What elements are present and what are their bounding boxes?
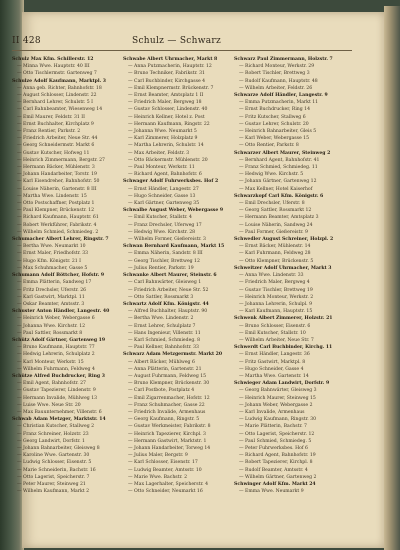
directory-entry: — Karl Gastwirt, Marktpl. 11	[17, 294, 85, 300]
directory-entry: — Bertha Wwe. Lindenstr. 2	[128, 316, 194, 322]
directory-entry: — Otto Lagerist, Speicherstr. 12	[239, 431, 315, 437]
directory-entry: — Heinrich Kellner, Hotel z. Post	[128, 114, 205, 120]
directory-entry: — Hans Ingenieur, Villenstr. 11	[128, 330, 201, 336]
directory-entry: — Richard Agent, Bahnhofstr. 6	[128, 172, 202, 178]
directory-entry: — Wilhelm Gärtner, Gartenweg 2	[239, 474, 317, 480]
directory-entry: — Max Kellner, Hotel Kaiserhof	[239, 186, 313, 192]
directory-entry: — August Schlosser, Lindenstr. 22	[17, 93, 97, 99]
directory-entry: Schwabe Albert Uhrmacher, Markt 8	[123, 57, 218, 62]
directory-entry: — Max Schuhmacher, Gasse 5	[17, 265, 88, 271]
directory-entry: — Hedwig Wwe. Kirchstr. 28	[128, 229, 196, 235]
directory-entry: — Georg Tischler, Brettweg 12	[128, 258, 200, 264]
directory-entry: — Otto Tischlermstr. Gartenweg 7	[17, 71, 97, 77]
directory-column-3	[234, 56, 338, 526]
directory-entry: — Paul Sattler, Rossmarkt 8	[17, 330, 83, 336]
directory-entry: — Karl Kaufmann, Hauptstr. 15	[239, 309, 313, 315]
directory-entry: — Robert Tapezierer, Kirchpl. 8	[239, 460, 313, 466]
directory-entry: — Gustav Schlosser, Lindenstr. 40	[128, 107, 208, 113]
directory-entry: — Rudolf Beamter, Amtsstr. 4	[239, 467, 308, 473]
directory-entry: — Karl Eisendreher, Bahnhofstr. 50	[17, 179, 100, 185]
directory-entry: — Ernst Maler, Friedhofstr. 33	[17, 251, 89, 257]
page-header	[12, 36, 352, 48]
directory-column-2	[123, 56, 227, 526]
directory-entry: — Heinrich Monteur, Werkstr. 2	[239, 294, 314, 300]
directory-entry: — Richard Monteur, Werkstr. 29	[239, 64, 315, 70]
directory-entry: Schumann Adolf Böttcher, Hofstr. 9	[12, 273, 105, 279]
directory-entry: — Bernhard Agent, Bahnhofstr. 41	[239, 157, 320, 163]
directory-entry: — Carl Bahnbeamter, Wiesenweg 14	[17, 107, 103, 113]
page-number: II 428	[12, 36, 41, 46]
directory-entry: — Franz Schmied, Schmiedeg. 11	[239, 165, 318, 171]
directory-entry: — Karl Zimmerer, Holzplatz 9	[128, 136, 198, 142]
directory-entry: — Ernst Händler, Langestr. 36	[239, 352, 310, 358]
directory-entry: — Hedwig Lehrerin, Schulplatz 2	[17, 352, 95, 358]
directory-entry: — Otto Schneider, Neumarkt 16	[128, 489, 203, 495]
directory-entry: — Georg Landwirt, Dorfstr. 1	[17, 438, 85, 444]
directory-entry: — Richard Agent, Bahnhofstr. 19	[239, 453, 316, 459]
directory-entry: — Ludwig Kaufmann, Ringstr. 30	[239, 417, 317, 423]
directory-entry: — Alfred Buchhalter, Hauptstr. 90	[128, 309, 208, 315]
directory-entry: — Johann Handarbeiter, Torstr. 19	[17, 172, 97, 178]
directory-entry: — Emil Drechsler, Uferstr. 8	[239, 201, 305, 207]
directory-entry: — Hugo Kfm. Königstr. 21 I	[17, 258, 81, 264]
directory-entry: Schwarzkopf Carl Kfm. Königstr. 6	[234, 193, 324, 199]
directory-entry: — Martha Wwe. Gartenstr. 14	[239, 373, 309, 379]
directory-entry: — Karl Schmied, Schmiedeg. 8	[128, 337, 201, 343]
directory-entry: Schwenk Albert Zimmerer, Holzstr. 21	[234, 316, 333, 322]
directory-entry: — Johanna Wwe. Kirchstr. 12	[17, 323, 86, 329]
directory-entry: — Anna geb. Richter, Bahnhofstr. 18	[17, 85, 102, 91]
directory-entry: — Ernst Händler, Langestr. 27	[128, 186, 199, 192]
directory-entry: Schwanke Albert Maurer, Steinstr. 6	[123, 273, 217, 279]
directory-entry: — Emil Agent, Bahnhofstr. 27	[17, 381, 86, 387]
directory-entry: — Georg Bahnwärter, Gleisweg 3	[239, 388, 317, 394]
directory-entry: — Fritz Drechsler, Uferstr. 26	[17, 287, 87, 293]
directory-entry: — Paul Former, Gießereistr. 9	[239, 229, 308, 235]
directory-entry: — Hermann Beamter, Amtsplatz 3	[239, 215, 319, 221]
directory-entry: — Ludwig Schlosser, Eisenstr. 5	[17, 460, 92, 466]
directory-entry: — Emma Näherin, Sandstr. 8 III	[128, 251, 203, 257]
directory-entry: — Karl Gärtner, Gartenweg 35	[128, 201, 200, 207]
directory-entry: — Emma Putzmacherin, Markt 11	[239, 100, 319, 106]
directory-entry: — Karoline Wwe. Gartenstr. 30	[17, 453, 90, 459]
directory-entry: — Heinrich Zimmermann, Bergstr. 27	[17, 157, 105, 163]
directory-entry: Schwarz Paul Zimmermann, Holzstr. 7	[234, 57, 333, 62]
directory-entry: — Bruno Kaufmann, Hauptstr. 77	[17, 345, 95, 351]
directory-entry: — Karl Weber, Webergasse 15	[239, 136, 310, 142]
directory-entry: — Bertha Wwe. Neumarkt 10	[17, 244, 86, 250]
directory-entry: — Emil Klempnermstr. Brückenstr. 7	[128, 85, 214, 91]
directory-entry: — Ernst Beamter, Amtsplatz 1 II	[128, 93, 204, 99]
directory-entry: — Louise Näherin, Gartenstr. 8 III	[17, 186, 97, 192]
directory-entry: — Emma Plätterin, Sandweg 17	[17, 280, 92, 286]
directory-entry: — Hermann Invalide, Mühlweg 13	[17, 395, 98, 401]
directory-entry: Schütz Adolf Gärtner, Gartenweg 19	[12, 337, 106, 343]
directory-entry: — Minna Wwe. Hauptstr. 40 III	[17, 64, 90, 70]
directory-entry: Schwarze Adolf Händler, Langestr. 9	[234, 93, 328, 99]
directory-entry: — Carl Bahnwärter, Gleisweg 1	[128, 280, 202, 286]
directory-entry: — Karl Monteur, Werkstr. 15	[17, 359, 84, 365]
directory-entry: Schuster Anton Händler, Langestr. 40	[12, 309, 110, 315]
directory-entry: — Emil Zigarrenmacher, Hofstr. 12	[128, 395, 210, 401]
directory-entry: — Friedrich Invalide, Armenhaus	[128, 409, 206, 415]
directory-entry: — Georg Schneidermstr. Markt 6	[17, 143, 95, 149]
directory-entry: — Martha Wwe. Lindenstr. 15	[17, 193, 87, 199]
directory-entry: — Hugo Schneider, Gasse 4	[239, 366, 304, 372]
directory-entry: — Wilhelm Arbeiter, Feldstr. 26	[239, 85, 313, 91]
directory-entry: — Ernst Lehrer, Schulplatz 7	[128, 323, 196, 329]
directory-entry: — Bruno Schlosser, Eisenstr. 6	[239, 323, 311, 329]
directory-entry: — Georg Kaufmann, Ringstr. 5	[128, 417, 200, 423]
directory-entry: — Otto Lagerist, Speicherstr. 7	[17, 474, 90, 480]
directory-entry: — Hermann Bäcker, Mühlenstr. 3	[17, 165, 95, 171]
directory-column-1	[12, 56, 116, 526]
directory-entry: — Albert Bäcker, Mühlweg 6	[128, 359, 195, 365]
directory-entry: — Heinrich Tapezierer, Kirchpl. 3	[128, 431, 206, 437]
directory-entry: — Richard Kaufmann, Hauptstr. 61	[17, 215, 99, 221]
directory-entry: — Robert Werkführer, Fabrikstr. 4	[17, 222, 97, 228]
directory-entry: Schwieger Adam Landwirt, Dorfstr. 9	[234, 381, 330, 387]
page-edge	[384, 6, 400, 550]
directory-entry: — Friedrich Maler, Bergweg 4	[239, 280, 310, 286]
directory-entry: — Anna Wwe. Lindenstr. 33	[239, 273, 304, 279]
directory-entry: — Karl Schlosser, Eisenstr. 17	[128, 460, 198, 466]
directory-entry: — Max Arbeiter, Feldstr. 3	[128, 150, 190, 156]
directory-entry: — Paul Monteur, Werkstr. 11	[128, 165, 195, 171]
directory-entry: — Wilhelm Schmied, Schmiedeg. 2	[17, 229, 99, 235]
directory-entry: — Max Lagerhalter, Speicherstr. 4	[128, 481, 208, 487]
directory-entry: — Marie Wwe. Bachstr. 2	[128, 474, 188, 480]
directory-entry: — Franz Drechsler, Uferweg 17	[128, 222, 202, 228]
directory-entry: — Wilhelm Arbeiter, Neue Str. 7	[239, 337, 314, 343]
directory-entry: — Gustav Werkmeister, Fabrikstr. 8	[128, 424, 211, 430]
directory-entry: — Ernst Buchhalter, Kirchplatz 9	[17, 121, 94, 127]
directory-entry: — Heinrich Maurer, Steinweg 15	[239, 395, 316, 401]
directory-entry: — Peter Maurer, Steinweg 21	[17, 481, 86, 487]
directory-entry: — Gustav Tapezierer, Lindenstr. 9	[17, 388, 96, 394]
directory-entry: — Wilhelm Former, Gießereistr. 3	[128, 237, 206, 243]
directory-entry: — Otto Bäckermstr. Mühlenstr. 20	[128, 157, 208, 163]
directory-entry: — Fritz Gastwirt, Marktpl. 8	[239, 359, 306, 365]
directory-entry: — Marie Plätterin, Bachstr. 7	[239, 424, 307, 430]
directory-entry: — Otto Rentier, Parkstr. 8	[239, 143, 299, 149]
directory-entry: — Gustav Tischler, Brettweg 19	[239, 287, 313, 293]
directory-entry: — Friedrich Arbeiter, Neue Str. 52	[128, 287, 209, 293]
directory-entry: — Robert Tischler, Brettweg 3	[239, 71, 310, 77]
directory-entry: — Hermann Gastwirt, Marktstr. 1	[128, 438, 207, 444]
directory-entry: — Otto Klempner, Brückenstr. 5	[239, 258, 314, 264]
directory-entry: — Ludwig Beamter, Amtsstr. 10	[128, 467, 202, 473]
directory-entry: — Carl Postbote, Postplatz 4	[128, 388, 195, 394]
directory-entry: — Johann Weber, Webergasse 2	[239, 402, 313, 408]
directory-entry: — Wilhelm Kaufmann, Markt 2	[17, 489, 90, 495]
directory-entry: — Paul Klempner, Brückenstr. 12	[17, 208, 94, 214]
directory-entry: — Johanna Lehrerin, Schulpl. 9	[239, 301, 313, 307]
directory-entry: Schwager Adolf Fuhrwerksbes. Hof 2	[123, 179, 219, 185]
directory-entry: — Hedwig Wwe. Kirchstr. 5	[239, 172, 304, 178]
directory-entry: — Karl Fuhrmann, Feldweg 28	[239, 251, 311, 257]
directory-entry: — Johann Handarbeiter, Torweg 14	[128, 445, 211, 451]
directory-entry: — Otto Postschaffner, Postplatz 1	[17, 201, 95, 207]
directory-entry: — Otto Sattler, Rossmarkt 3	[128, 294, 194, 300]
directory-entry: Schwinger Adolf Kfm. Markt 24	[234, 481, 316, 487]
directory-entry: — Carl Buchbinder, Kirchgasse 4	[128, 78, 206, 84]
directory-entry: — August Fuhrmann, Feldweg 15	[128, 373, 207, 379]
directory-entry: — Friedrich Arbeiter, Neue Str. 44	[17, 136, 98, 142]
directory-entry: Schweitzer Adolf Uhrmacher, Markt 3	[234, 265, 332, 271]
directory-entry: — Wilhelm Fuhrmann, Feldweg 4	[17, 366, 95, 372]
directory-entry: — Karl Invalide, Armenhaus	[239, 409, 305, 415]
directory-entry: — Oskar Beamter, Amtsstr. 3	[17, 301, 85, 307]
directory-entry: — Julius Rentier, Parkstr. 19	[128, 265, 194, 271]
directory-entry: — Bruno Techniker, Fabrikstr. 31	[128, 71, 205, 77]
directory-entry: — Gustav Kutscher, Hofweg 11	[17, 150, 90, 156]
directory-entry: — Franz Rentier, Parkstr. 2	[17, 129, 81, 135]
directory-entry: — Ernst Buchdrucker, Ring 14	[239, 107, 311, 113]
directory-entry: — Anna Plätterin, Gartenstr. 21	[128, 366, 202, 372]
directory-entry: — Paul Schmied, Schmiedeg. 5	[239, 438, 312, 444]
directory-entry: Schütze Alfred Buchdrucker, Ring 3	[12, 373, 105, 379]
directory-entry: — Fritz Kutscher, Stallweg 6	[239, 114, 306, 120]
directory-entry: Schwab Adam Metzger, Marktstr. 14	[12, 417, 106, 423]
directory-entry: Schwan Bernhard Kaufmann, Markt 15	[123, 244, 225, 250]
directory-entry: — Max Bauunternehmer, Villenstr. 6	[17, 409, 102, 415]
directory-entry: Schumacher Albert Lehrer, Ringstr. 7	[12, 237, 109, 243]
directory-entry: — Rudolf Kaufmann, Hauptstr. 48	[239, 78, 318, 84]
directory-entry: Schwarzer Albert Maurer, Steinweg 2	[234, 150, 331, 156]
directory-entry: — Ernst Bäcker, Mühlenstr. 14	[239, 244, 311, 250]
header-rule	[12, 50, 352, 51]
directory-entry: — Bruno Klempner, Brückenstr. 30	[128, 381, 210, 387]
directory-entry: Schwerdt Carl Buchbinder, Kirchg. 11	[234, 345, 333, 351]
directory-entry: — Julius Maler, Bergstr. 9	[128, 453, 188, 459]
directory-entry: — Louise Näherin, Sandweg 24	[239, 222, 313, 228]
directory-entry: Schwedler August Schreiner, Holzpl. 2	[234, 237, 334, 243]
directory-entry: — Johanna Wwe. Neumarkt 5	[128, 129, 197, 135]
directory-entry: — Hermann Kaufmann, Ringstr. 22	[128, 121, 210, 127]
running-head: Schulz — Schwarz	[132, 36, 222, 46]
directory-entry: — Anna Putzmacherin, Hauptstr. 12	[128, 64, 212, 70]
directory-entry: — Franz Schreiner, Holzstr. 23	[17, 431, 89, 437]
directory-entry: — Hugo Schneider, Gasse 13	[128, 193, 196, 199]
directory-entry: — Heinrich Weber, Webergasse 6	[17, 316, 95, 322]
directory-entry: Schulze Adolf Kaufmann, Marktpl. 3	[12, 78, 106, 84]
directory-entry: — Emil Kutscher, Stallstr. 4	[128, 215, 192, 221]
directory-entry: — Friedrich Maler, Bergweg 18	[128, 100, 202, 106]
directory-entry: — Luise Wwe. Neue Str. 20	[17, 402, 81, 408]
directory-entry: — Gustav Lehrer, Schulstr. 20	[239, 121, 309, 127]
directory-entry: — Emma Wwe. Neumarkt 9	[239, 489, 304, 495]
directory-entry: Schwalbe August Weber, Webergasse 9	[123, 208, 224, 214]
directory-entry: — Paul Kellner, Bahnhofstr. 33	[128, 345, 199, 351]
directory-entry: — Peter Fuhrwerksbes. Hof 6	[239, 445, 308, 451]
directory-entry: — Marie Schneiderin, Bachstr. 16	[17, 467, 96, 473]
directory-entry: Schulz Max Kfm. Schillerstr. 12	[12, 57, 94, 62]
directory-entry: — Georg Sattler, Rossmarkt 12	[239, 208, 312, 214]
directory-entry: — Martha Lehrerin, Schulstr. 14	[128, 143, 204, 149]
directory-entry: — Bernhard Lehrer, Schulstr. 5 I	[17, 100, 93, 106]
directory-entry: — Christian Kutscher, Stallweg 2	[17, 424, 95, 430]
directory-entry: Schwartz Adolf Kfm. Königstr. 44	[123, 301, 209, 307]
directory-entry: — Johann Bahnarbeiter, Gleisweg 8	[17, 445, 100, 451]
directory-entry: — Emil Kutscher, Stallstr. 10	[239, 330, 306, 336]
directory-entry: — Emil Maurer, Feldstr. 31 II	[17, 114, 85, 120]
directory-entry: — Johann Gärtner, Gartenweg 12	[239, 179, 317, 185]
directory-entry: — Heinrich Bahnarbeiter, Gleis 5	[239, 129, 317, 135]
directory-entry: — Franz Schuhmacher, Gasse 22	[128, 402, 205, 408]
directory-entry: Schwarz Adam Metzgermstr. Markt 20	[123, 352, 223, 358]
